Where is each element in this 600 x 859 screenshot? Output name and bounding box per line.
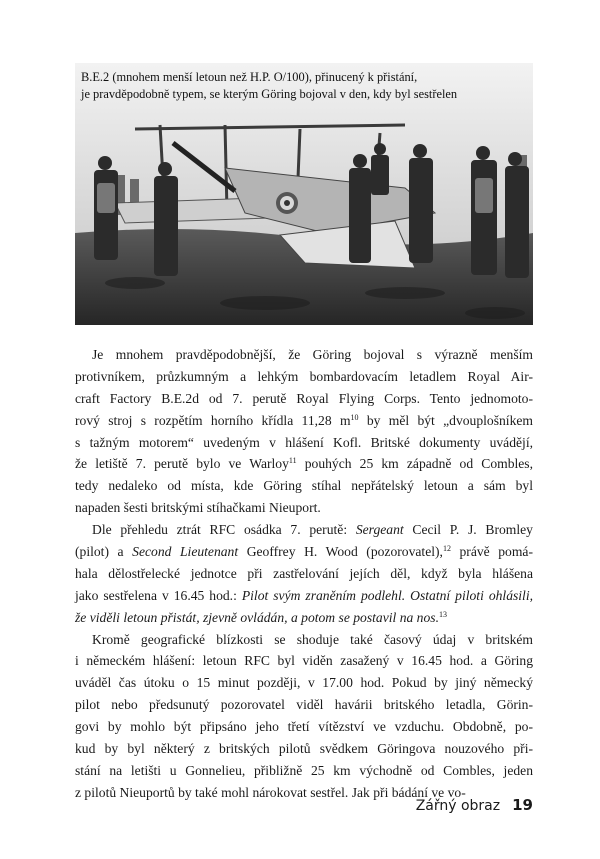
italic-text: Second Lieutenant — [132, 544, 239, 560]
text-line — [75, 366, 533, 388]
text-run: napaden šesti britskými stíhačkami Nieuport. — [75, 500, 321, 516]
text-run: Cecil P. J. Bromley — [403, 522, 533, 538]
text-run: pouhých 25 km západně od Combles, — [296, 456, 533, 472]
text-run: govi by mohlo být připsáno jeho třetí vítězství ve vzduchu. Obdobně, po- — [75, 719, 533, 735]
figure-caption — [81, 69, 527, 103]
text-run: Kromě geografické blízkosti se shoduje také časový údaj v britském — [92, 631, 533, 647]
footnote-ref: 11 — [288, 456, 297, 466]
text-line — [75, 388, 533, 410]
text-line — [75, 672, 533, 694]
running-title: Zářný obraz — [415, 798, 501, 814]
text-run: pilot nebo předsunutý pozorovatel viděl havárii britského letadla, Görin- — [75, 697, 533, 713]
text-run: tedy nedaleko od místa, kde Göring stíhal nepřátelský letoun a sám byl — [75, 478, 533, 494]
body-text — [75, 344, 533, 804]
page-number: 19 — [512, 796, 533, 814]
text-line — [75, 585, 533, 607]
italic-text: Pilot svým zraněním podlehl. Ostatní piloti ohlásili, — [241, 587, 534, 603]
italic-text: Sergeant — [355, 522, 404, 538]
text-line — [75, 475, 533, 497]
footnote-ref: 13 — [438, 609, 447, 619]
text-run: (pilot) a — [75, 544, 133, 560]
paragraph — [75, 519, 533, 628]
footnote-ref: 12 — [442, 544, 451, 554]
text-run: Je mnohem pravděpodobnější, že Göring bojoval s výrazně menším — [92, 347, 533, 362]
text-run: právě pomá- — [450, 544, 533, 560]
text-line — [75, 410, 533, 432]
italic-text: že viděli letoun přistát, zjevně ovládán, a potom se postavil na nos. — [75, 609, 439, 625]
text-line — [75, 650, 533, 672]
text-run: kud by byl některý z britských pilotů svědkem Göringova nouzového při- — [75, 741, 533, 757]
text-run: craft Factory B.E.2d od 7. perutě Royal Flying Corps. Tento jednomoto- — [75, 390, 533, 406]
text-line — [75, 694, 533, 716]
caption-line: je pravděpodobně typem, se kterým Göring bojoval v den, kdy byl sestřelen — [81, 87, 458, 101]
text-run: rový stroj s rozpětím horního křídla 11,28 m — [75, 412, 351, 428]
text-run: že letiště 7. perutě bylo ve Warloy — [75, 456, 289, 472]
text-run: hala dělostřelecké jednotce při zastřelování jejích děl, když byla hlášena — [75, 565, 533, 581]
text-run: protivníkem, průzkumným a lehkým bombardovacím letadlem Royal Air- — [75, 368, 533, 384]
text-line — [75, 738, 533, 760]
caption-line: B.E.2 (mnohem menší letoun než H.P. O/100), přinucený k přistání, — [81, 70, 418, 84]
footnote-ref: 10 — [350, 412, 359, 422]
text-run: z pilotů Nieuportů by také mohl nárokovat sestřel. Jak při bádání ve vo- — [75, 784, 466, 800]
text-line — [75, 563, 533, 585]
text-run: Geoffrey H. Wood (pozorovatel), — [238, 544, 443, 560]
text-line — [75, 716, 533, 738]
text-run: stání na letišti u Gonnelieu, přibližně 25 km východně od Combles, jeden — [75, 762, 533, 778]
text-line — [75, 497, 533, 519]
paragraph — [75, 629, 533, 804]
text-run: s tažným motorem“ uvedeným v hlášení Kofl. Britské dokumenty uvádějí, — [75, 434, 533, 450]
text-run: Dle přehledu ztrát RFC osádka 7. perutě: — [92, 522, 356, 538]
text-run: by měl být „dvouplošníkem — [358, 412, 533, 428]
text-line — [75, 760, 533, 782]
text-run: uváděl čas útoku o 15 minut později, v 17.00 hod. Pokud by jiný německý — [75, 675, 533, 691]
text-line — [75, 519, 533, 541]
text-line — [75, 607, 533, 629]
page-footer — [416, 796, 533, 814]
text-run: i německém hlášení: letoun RFC byl viděn zasažený v 16.45 hod. a Göring — [75, 653, 533, 669]
text-line — [75, 541, 533, 563]
text-line — [75, 344, 533, 366]
paragraph — [75, 344, 533, 519]
text-line — [75, 629, 533, 651]
figure — [75, 63, 533, 325]
text-run: jako sestřelena v 16.45 hod.: — [75, 587, 242, 603]
text-line — [75, 432, 533, 454]
text-line — [75, 453, 533, 475]
